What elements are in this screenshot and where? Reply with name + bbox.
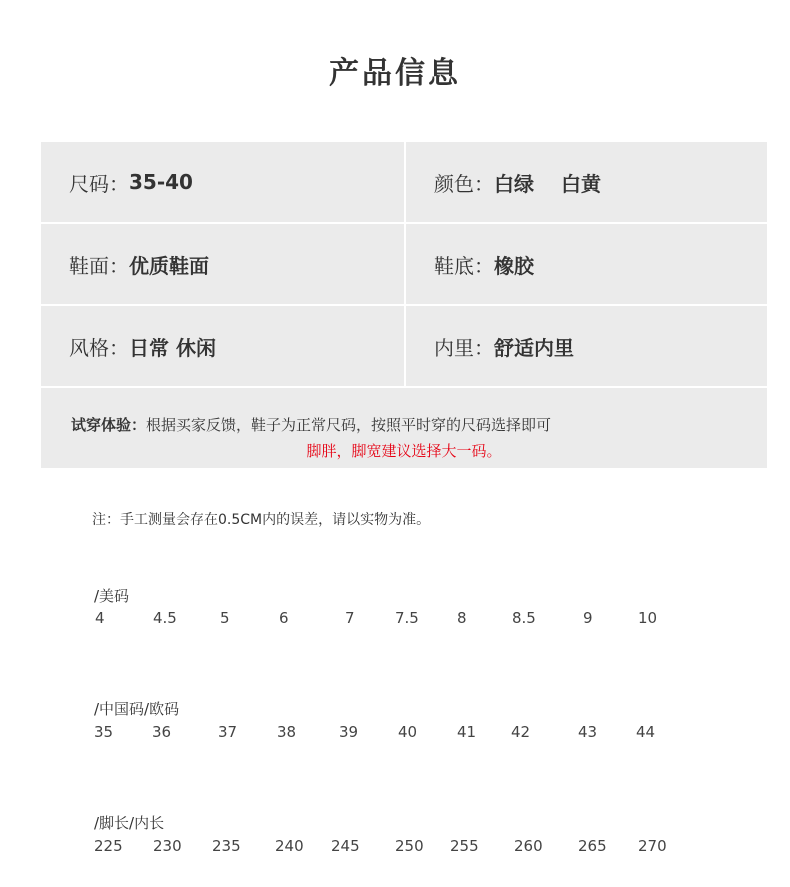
foot-size-value: 260 [514,837,543,855]
eu-size-label: /中国码/欧码 [94,700,180,718]
us-size-label: /美码 [94,587,130,605]
us-size-value: 4.5 [153,609,177,627]
eu-size-value: 41 [457,723,477,741]
eu-size-value: 36 [152,723,172,741]
foot-size-value: 250 [395,837,424,855]
eu-size-value: 43 [578,723,598,741]
spec-table [41,142,767,468]
us-size-value: 4 [95,609,105,627]
spec-size [69,142,193,222]
spec-sole-value: 橡胶 [494,253,534,278]
foot-size-value: 270 [638,837,667,855]
trial-label: 试穿体验： [71,416,147,434]
trial-text [71,414,551,435]
eu-size-value: 44 [636,723,656,741]
spec-upper-label: 鞋面： [69,253,129,278]
foot-size-value: 240 [275,837,304,855]
eu-size-value: 37 [218,723,238,741]
us-size-value: 9 [583,609,593,627]
eu-size-value: 42 [511,723,531,741]
us-size-value: 8 [457,609,467,627]
us-size-value: 7.5 [395,609,419,627]
spec-style-value: 日常 休闲 [129,335,216,360]
spec-size-label: 尺码： [69,171,129,196]
spec-color [434,142,601,222]
foot-size-value: 225 [94,837,123,855]
spec-lining [434,306,574,386]
spec-sole [434,224,534,304]
eu-size-value: 35 [94,723,114,741]
column-divider [404,142,406,387]
us-size-value: 6 [279,609,289,627]
measurement-note: 注：手工测量会存在0.5CM内的误差，请以实物为准。 [92,512,431,528]
spec-color-value: 白绿 白黄 [494,171,601,196]
trial-description: 根据买家反馈，鞋子为正常尺码，按照平时穿的尺码选择即可 [146,416,552,434]
us-size-value: 10 [638,609,658,627]
spec-sole-label: 鞋底： [434,253,494,278]
spec-upper [69,224,209,304]
eu-size-value: 39 [339,723,359,741]
us-size-value: 8.5 [512,609,536,627]
spec-size-value: 35-40 [129,170,193,194]
trial-warning: 脚胖，脚宽建议选择大一码。 [306,442,502,460]
spec-lining-label: 内里： [434,335,494,360]
foot-size-value: 265 [578,837,607,855]
foot-size-value: 235 [212,837,241,855]
foot-length-label: /脚长/内长 [94,814,165,832]
spec-color-label: 颜色： [434,171,494,196]
us-size-value: 7 [345,609,355,627]
foot-size-value: 230 [153,837,182,855]
spec-style [69,306,216,386]
eu-size-value: 40 [398,723,418,741]
foot-size-value: 245 [331,837,360,855]
spec-lining-value: 舒适内里 [494,335,574,360]
spec-style-label: 风格： [69,335,129,360]
us-size-value: 5 [220,609,230,627]
page-title: 产品信息 [329,56,461,91]
spec-upper-value: 优质鞋面 [129,253,209,278]
foot-size-value: 255 [450,837,479,855]
eu-size-value: 38 [277,723,297,741]
